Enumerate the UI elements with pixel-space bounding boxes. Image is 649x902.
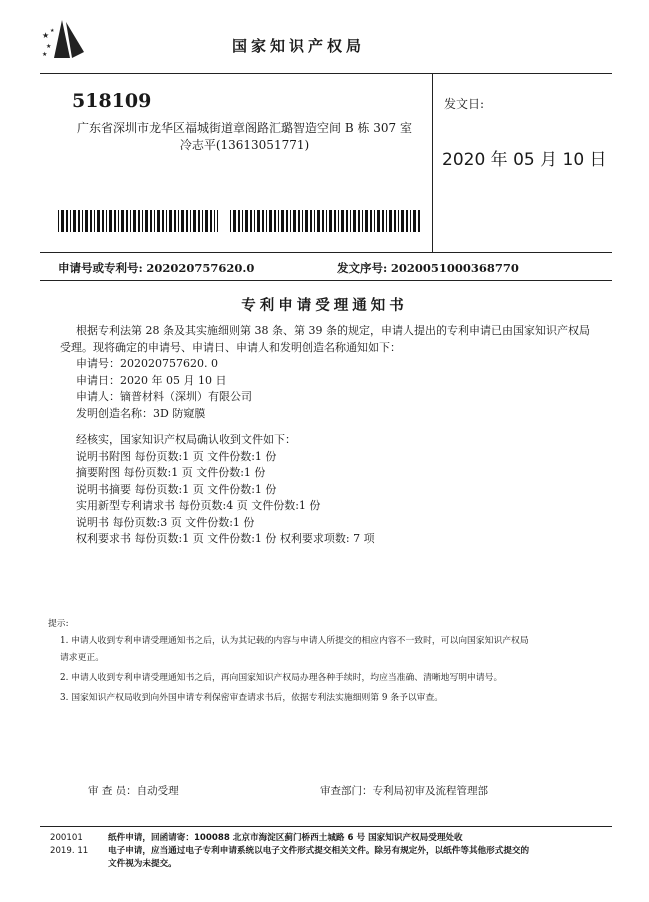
- file-line: 权利要求书 每份页数:1 页 文件份数:1 份 权利要求项数: 7 项: [76, 532, 375, 545]
- file-line: 实用新型专利请求书 每份页数:4 页 文件份数:1 份: [76, 499, 321, 512]
- barcode-bar: [370, 210, 372, 232]
- barcode-bar: [377, 210, 380, 232]
- barcode-bar: [97, 210, 100, 232]
- barcode-bar: [198, 210, 200, 232]
- barcode-bar: [362, 210, 363, 232]
- meta-bottom-border: [40, 280, 612, 281]
- barcode-bar: [181, 210, 184, 232]
- barcode-bar: [162, 210, 164, 232]
- footer-border: [40, 826, 612, 827]
- examiner: 审 查 员：自动受理: [88, 785, 179, 797]
- barcode-bar: [374, 210, 375, 232]
- footer-line: 纸件申请，回函请寄：100088 北京市海淀区蓟门桥西土城路 6 号 国家知识产权局受理处收: [108, 833, 463, 843]
- svg-text:★: ★: [42, 31, 50, 40]
- file-line: 说明书摘要 每份页数:1 页 文件份数:1 份: [76, 482, 277, 496]
- form-version: 2019. 11: [50, 846, 89, 856]
- barcode-bar: [386, 210, 387, 232]
- barcode-bar: [157, 210, 160, 232]
- barcode-bar: [169, 210, 172, 232]
- barcode-bar: [334, 210, 336, 232]
- footer-codes: [50, 832, 88, 858]
- barcode-bar: [217, 210, 218, 232]
- barcode-bar: [410, 210, 411, 232]
- barcode-bar: [358, 210, 360, 232]
- barcode-bar: [233, 210, 236, 232]
- footer-line: 电子申请，应当通过电子专利申请系统以电子文件形式提交相关文件。除另有规定外，以纸件等其他形式提交的: [108, 846, 530, 856]
- barcode-bar: [293, 210, 296, 232]
- barcode-bar: [126, 210, 128, 232]
- recipient-bottom-border: [40, 252, 612, 253]
- barcode-bar: [66, 210, 68, 232]
- barcode-bar: [401, 210, 404, 232]
- tip-item: 1. 申请人收到专利申请受理通知书之后，认为其记载的内容与申请人所提交的相应内容不一致时，可以向国家知识产权局: [60, 636, 529, 646]
- barcode-bar: [230, 210, 231, 232]
- barcode-bar: [73, 210, 76, 232]
- barcode-bar: [418, 210, 420, 232]
- barcode-bar: [133, 210, 136, 232]
- barcode-bar: [346, 210, 348, 232]
- file-line: 说明书附图 每份页数:1 页 文件份数:1 份: [76, 449, 277, 463]
- top-border: [40, 73, 612, 74]
- barcode-bar: [290, 210, 291, 232]
- verify-heading: 经核实，国家知识产权局确认收到文件如下：: [76, 433, 296, 446]
- application-number-label: 申请号或专利号:: [58, 261, 143, 275]
- application-fields: [60, 356, 600, 422]
- barcode-bar: [350, 210, 351, 232]
- barcode-bar: [138, 210, 140, 232]
- barcode-bar: [61, 210, 64, 232]
- barcode-bar: [262, 210, 264, 232]
- department: 审查部门：专利局初审及流程管理部: [320, 785, 488, 797]
- file-line: 说明书 每份页数:3 页 文件份数:1 份: [76, 515, 255, 529]
- recipient-address-block: [72, 120, 417, 154]
- barcode-bar: [394, 210, 396, 232]
- dispatch-date: 2020 年 05 月 10 日: [442, 150, 607, 170]
- barcode-bar: [245, 210, 248, 232]
- barcode-bar: [242, 210, 243, 232]
- footer-text: [108, 832, 618, 871]
- serial-number-label: 发文序号:: [337, 261, 388, 275]
- dispatch-date-label: 发文日:: [444, 97, 485, 111]
- barcode-bar: [190, 210, 191, 232]
- tip-item: 请求更正。: [60, 653, 104, 663]
- recipient-contact: 冷志平(13613051771): [179, 138, 310, 152]
- cnipa-logo-icon: [40, 18, 92, 62]
- barcode-bar: [109, 210, 112, 232]
- barcode-bar: [186, 210, 188, 232]
- barcode-bar: [78, 210, 80, 232]
- received-files: [60, 432, 616, 548]
- barcode-bar: [154, 210, 155, 232]
- barcode-bar: [85, 210, 88, 232]
- barcode-bar: [94, 210, 95, 232]
- barcode-bar: [329, 210, 332, 232]
- barcode-bar: [341, 210, 344, 232]
- barcode-bar: [326, 210, 327, 232]
- barcode-bar: [166, 210, 167, 232]
- serial-number: 2020051000368770: [390, 261, 519, 275]
- svg-text:★: ★: [50, 28, 55, 34]
- tips-heading: 提示:: [48, 619, 69, 629]
- recipient-address: 广东省深圳市龙华区福城街道章阁路汇璐智造空间 B 栋 307 室: [77, 121, 412, 135]
- notice-body: [60, 322, 600, 422]
- barcode-bar: [389, 210, 392, 232]
- barcode-bar: [382, 210, 384, 232]
- barcode-bar: [317, 210, 320, 232]
- barcode-bar: [130, 210, 131, 232]
- tip-item: 3. 国家知识产权局收到向外国申请专利保密审查请求书后，依据专利法实施细则第 9 条予以审查。: [60, 693, 444, 703]
- office-name: 国家知识产权局: [232, 37, 366, 55]
- svg-text:★: ★: [42, 51, 48, 58]
- barcode-bar: [174, 210, 176, 232]
- barcode-bar: [305, 210, 308, 232]
- barcode-left: [58, 210, 218, 232]
- barcode-bar: [310, 210, 312, 232]
- barcode-bar: [281, 210, 284, 232]
- barcode-bar: [193, 210, 196, 232]
- barcode-bar: [70, 210, 71, 232]
- barcode-bar: [90, 210, 92, 232]
- barcode-bar: [314, 210, 315, 232]
- date-box-divider: [432, 73, 433, 252]
- barcode-bar: [338, 210, 339, 232]
- tip-item: 2. 申请人收到专利申请受理通知书之后，再向国家知识产权局办理各种手续时，均应当准确、清晰地写明申请号。: [60, 673, 503, 683]
- barcode-bar: [274, 210, 276, 232]
- barcode-bar: [286, 210, 288, 232]
- barcode-bar: [150, 210, 152, 232]
- barcode-bar: [121, 210, 124, 232]
- barcode-bar: [102, 210, 104, 232]
- barcode-bar: [254, 210, 255, 232]
- barcode-bar: [302, 210, 303, 232]
- field-line: 申请人：镝普材料（深圳）有限公司: [76, 390, 252, 403]
- barcode-bar: [202, 210, 203, 232]
- field-line: 申请日：2020 年 05 月 10 日: [76, 373, 227, 387]
- file-line: 摘要附图 每份页数:1 页 文件份数:1 份: [76, 466, 266, 479]
- footer-line: 文件视为未提交。: [108, 859, 177, 869]
- barcode-bar: [250, 210, 252, 232]
- barcode-bar: [205, 210, 208, 232]
- barcode-bar: [257, 210, 260, 232]
- field-line: 申请号：202020757620. 0: [76, 357, 218, 370]
- barcode-bar: [266, 210, 267, 232]
- barcode-bar: [398, 210, 399, 232]
- postal-code: 518109: [72, 90, 152, 112]
- barcode-bar: [178, 210, 179, 232]
- barcode-bar: [406, 210, 408, 232]
- notice-title: 专利申请受理通知书: [241, 298, 408, 314]
- application-number-row: [58, 260, 254, 276]
- barcode-bar: [278, 210, 279, 232]
- barcode-bar: [298, 210, 300, 232]
- tips-list: [60, 634, 620, 705]
- barcode-bar: [210, 210, 212, 232]
- serial-number-row: [337, 260, 519, 276]
- barcode-bar: [118, 210, 119, 232]
- barcode-bar: [365, 210, 368, 232]
- barcode-bar: [269, 210, 272, 232]
- barcode-bar: [353, 210, 356, 232]
- barcode-bar: [413, 210, 416, 232]
- barcode-bar: [142, 210, 143, 232]
- barcode-bar: [106, 210, 107, 232]
- barcode-bar: [238, 210, 240, 232]
- barcode-bar: [145, 210, 148, 232]
- barcode-bar: [114, 210, 116, 232]
- svg-text:★: ★: [46, 43, 52, 50]
- notice-intro: 根据专利法第 28 条及其实施细则第 38 条、第 39 条的规定，申请人提出的专利申请已由国家知识产权局受理。现将确定的申请号、申请日、申请人和发明创造名称通知如下：: [60, 324, 590, 354]
- barcode-right: [230, 210, 420, 232]
- barcode-bar: [82, 210, 83, 232]
- application-number: 202020757620.0: [146, 261, 255, 275]
- form-code: 200101: [50, 833, 83, 843]
- barcode-bar: [322, 210, 324, 232]
- field-line: 发明创造名称：3D 防窥膜: [76, 406, 206, 420]
- barcode-bar: [58, 210, 59, 232]
- barcode-bar: [214, 210, 215, 232]
